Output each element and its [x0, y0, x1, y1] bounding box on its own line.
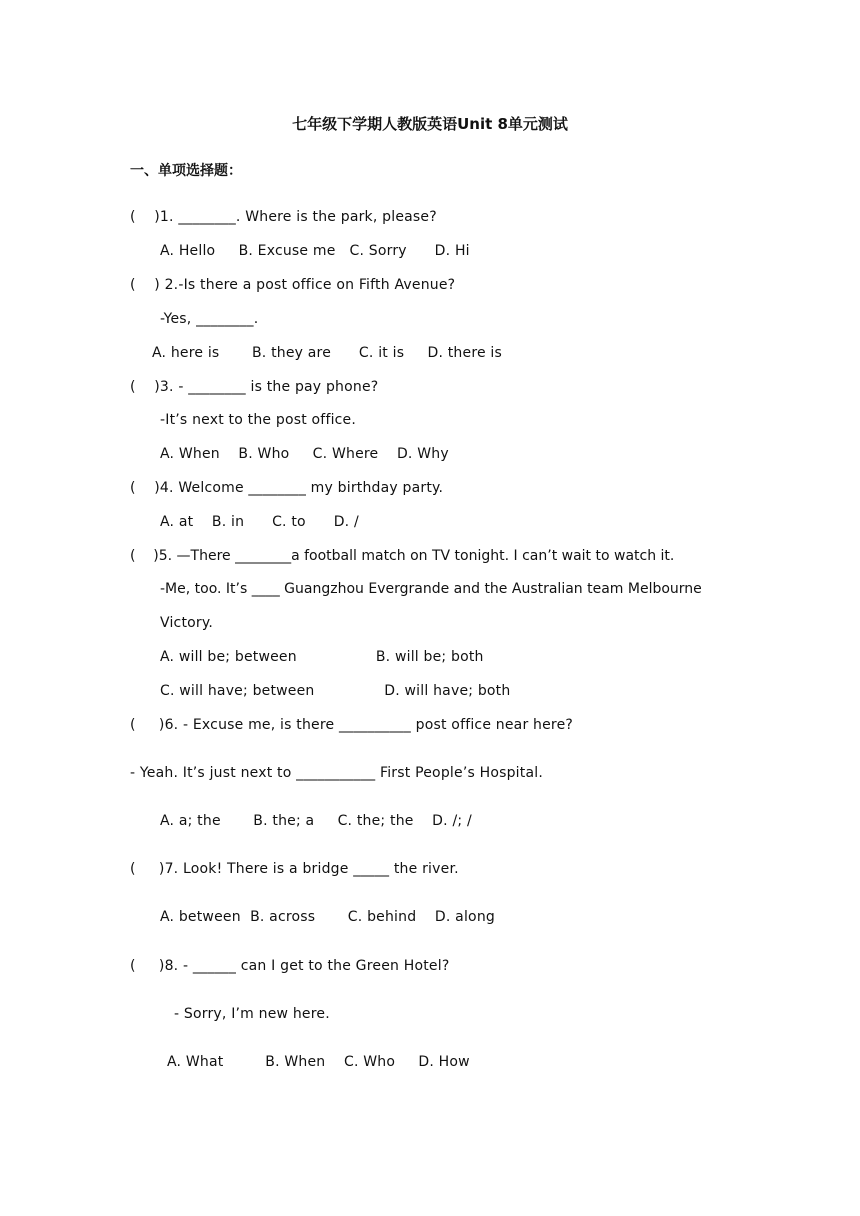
question-4-options: A. at B. in C. to D. / [160, 514, 359, 530]
question-3: ( )3. - ________ is the pay phone? [130, 379, 379, 395]
question-6: ( )6. - Excuse me, is there __________ post office near here? [130, 717, 574, 733]
question-1: ( )1. ________. Where is the park, please? [130, 209, 437, 225]
question-2-reply: -Yes, ________. [160, 311, 259, 327]
question-5-reply-cont: Victory. [160, 615, 214, 631]
question-6-reply: - Yeah. It’s just next to ___________ First People’s Hospital. [130, 765, 543, 781]
question-7-options: A. between B. across C. behind D. along [160, 909, 495, 925]
question-5-options-ab: A. will be; between B. will be; both [160, 649, 484, 665]
question-8: ( )8. - ______ can I get to the Green Hotel? [130, 958, 450, 974]
question-8-reply: - Sorry, I’m new here. [174, 1006, 330, 1022]
question-5-reply: -Me, too. It’s ____ Guangzhou Evergrande and the Australian team Melbourne [160, 581, 702, 597]
question-1-options: A. Hello B. Excuse me C. Sorry D. Hi [160, 243, 470, 259]
question-2-options: A. here is B. they are C. it is D. there is [152, 345, 503, 361]
page-title: 七年级下学期人教版英语Unit 8单元测试 [292, 115, 568, 133]
question-8-options: A. What B. When C. Who D. How [167, 1054, 470, 1070]
question-2: ( ) 2.-Is there a post office on Fifth Avenue? [130, 277, 456, 293]
question-4: ( )4. Welcome ________ my birthday party. [130, 480, 444, 496]
section-heading: 一、单项选择题： [130, 163, 242, 179]
question-3-reply: -It’s next to the post office. [160, 412, 357, 428]
question-3-options: A. When B. Who C. Where D. Why [160, 446, 449, 462]
question-6-options: A. a; the B. the; a C. the; the D. /; / [160, 813, 472, 829]
question-5: ( )5. —There ________a football match on TV tonight. I can’t wait to watch it. [130, 548, 675, 564]
question-5-options-cd: C. will have; between D. will have; both [160, 683, 511, 699]
question-7: ( )7. Look! There is a bridge _____ the river. [130, 861, 459, 877]
